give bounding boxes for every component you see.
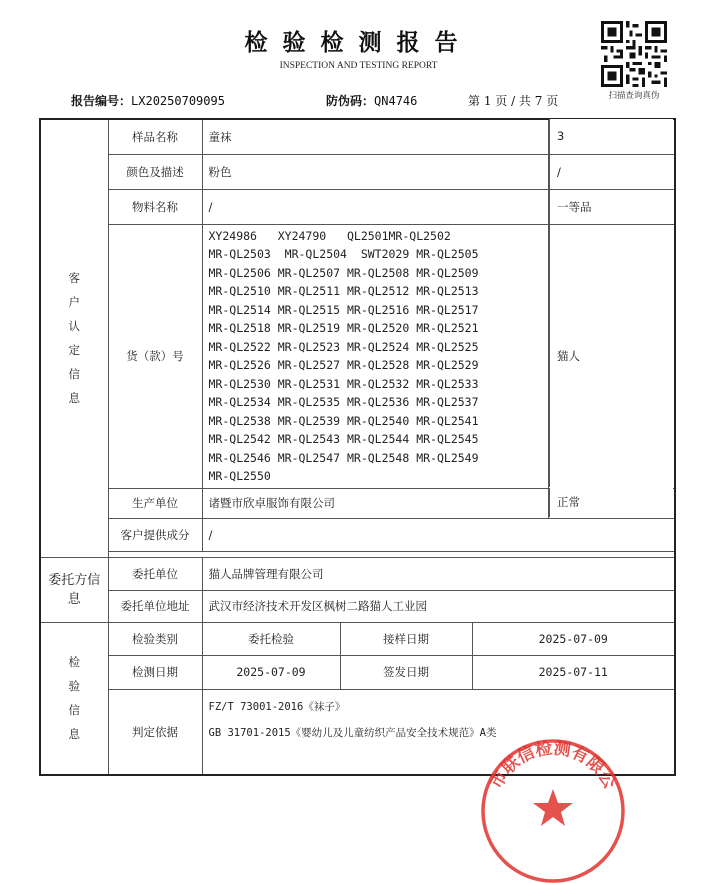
anti-fake-label: 防伪码： — [326, 94, 375, 108]
item-no-line: XY24986 XY24790 QL2501MR-QL2502 — [208, 228, 451, 243]
section-inspection-info — [40, 622, 108, 775]
sample-state-value: 正常 — [549, 488, 673, 517]
item-no-line: MR-QL2526 MR-QL2527 MR-QL2528 MR-QL2529 — [208, 358, 479, 372]
item-no-line: MR-QL2503 MR-QL2504 SWT2029 MR-QL2505 — [208, 247, 479, 261]
section-entrust-info-label: 委托方信息 — [48, 572, 101, 607]
item-no-line: MR-QL2506 MR-QL2507 MR-QL2508 MR-QL2509 — [208, 265, 479, 280]
report-number-value: LX20250709095 — [131, 94, 225, 108]
sample-qty-value: 3 — [549, 119, 673, 154]
sample-name-label: 样品名称 — [108, 119, 202, 154]
color-label: 颜色及描述 — [108, 154, 202, 189]
section-client-info-label: 客户认定信息 — [68, 271, 80, 406]
row-entrust-unit — [40, 557, 675, 590]
svg-text:市联信检测有限公 — [486, 737, 620, 792]
row-test-date — [40, 655, 675, 689]
basis-line-2: GB 31701-2015《婴幼儿及儿童纺织产品安全技术规范》A类 — [208, 726, 497, 739]
item-no-line: MR-QL2522 MR-QL2523 MR-QL2524 MR-QL2525 — [208, 339, 479, 354]
test-date-value: 2025-07-09 — [202, 655, 340, 689]
row-composition — [40, 518, 675, 551]
color-value: 粉色 — [202, 154, 548, 189]
entrust-address-label: 委托单位地址 — [108, 590, 202, 622]
manufacturer-value: 诸暨市欣卓服饰有限公司 — [202, 488, 548, 518]
model-value: / — [549, 155, 673, 189]
report-number-label: 报告编号： — [71, 94, 132, 108]
seal-text: 市联信检测有限公 — [486, 738, 620, 793]
material-label: 物料名称 — [108, 189, 202, 224]
sample-name-value: 童袜 — [202, 119, 548, 154]
issue-date-value: 2025-07-11 — [472, 655, 675, 689]
item-no-label: 货（款）号 — [108, 224, 202, 488]
trademark-value: 猫人 — [549, 225, 673, 487]
item-no-value — [202, 224, 548, 488]
anti-fake-code — [326, 92, 417, 109]
grade-value: 一等品 — [549, 190, 673, 224]
category-value: 委托检验 — [202, 622, 340, 655]
qr-code-icon[interactable] — [601, 21, 667, 87]
item-no-line: MR-QL2510 MR-QL2511 MR-QL2512 MR-QL2513 — [208, 284, 479, 298]
item-no-line: MR-QL2514 MR-QL2515 MR-QL2516 MR-QL2517 — [208, 302, 479, 317]
report-title: 检验检测报告 — [244, 29, 473, 56]
basis-label: 判定依据 — [108, 689, 202, 775]
entrust-unit-value: 猫人品牌管理有限公司 — [202, 557, 675, 590]
section-client-info — [40, 119, 108, 557]
row-category — [40, 622, 675, 655]
item-no-line: MR-QL2550 — [208, 469, 271, 483]
test-date-label: 检测日期 — [108, 655, 202, 689]
material-value: / — [202, 189, 548, 224]
item-no-line: MR-QL2530 MR-QL2531 MR-QL2532 MR-QL2533 — [208, 376, 479, 391]
section-entrust-info — [40, 557, 108, 622]
receive-date-label: 接样日期 — [340, 622, 472, 655]
report-number — [71, 92, 225, 109]
receive-date-value: 2025-07-09 — [472, 622, 675, 655]
item-no-line: MR-QL2534 MR-QL2535 MR-QL2536 MR-QL2537 — [208, 395, 479, 409]
basis-line-1: FZ/T 73001-2016《袜子》 — [208, 700, 346, 713]
row-entrust-address — [40, 590, 675, 622]
item-no-line: MR-QL2518 MR-QL2519 MR-QL2520 MR-QL2521 — [208, 321, 479, 335]
entrust-unit-label: 委托单位 — [108, 557, 202, 590]
section-inspection-info-label: 检验信息 — [68, 655, 80, 742]
composition-value: / — [202, 518, 675, 551]
page-info: 第 1 页 / 共 7 页 — [468, 94, 559, 108]
item-no-lines — [209, 227, 542, 486]
item-no-line: MR-QL2538 MR-QL2539 MR-QL2540 MR-QL2541 — [208, 413, 479, 428]
item-no-line: MR-QL2546 MR-QL2547 MR-QL2548 MR-QL2549 — [208, 450, 479, 465]
issue-date-label: 签发日期 — [340, 655, 472, 689]
manufacturer-label: 生产单位 — [108, 488, 202, 518]
official-seal-stamp — [478, 733, 628, 883]
entrust-address-value: 武汉市经济技术开发区枫树二路猫人工业园 — [202, 590, 675, 622]
report-title-en: INSPECTION AND TESTING REPORT — [279, 61, 438, 71]
composition-label: 客户提供成分 — [108, 518, 202, 551]
item-no-line: MR-QL2542 MR-QL2543 MR-QL2544 MR-QL2545 — [208, 432, 479, 446]
qr-code-label: 扫描查询真伪 — [608, 91, 660, 101]
anti-fake-value: QN4746 — [374, 94, 418, 108]
category-label: 检验类别 — [108, 622, 202, 655]
